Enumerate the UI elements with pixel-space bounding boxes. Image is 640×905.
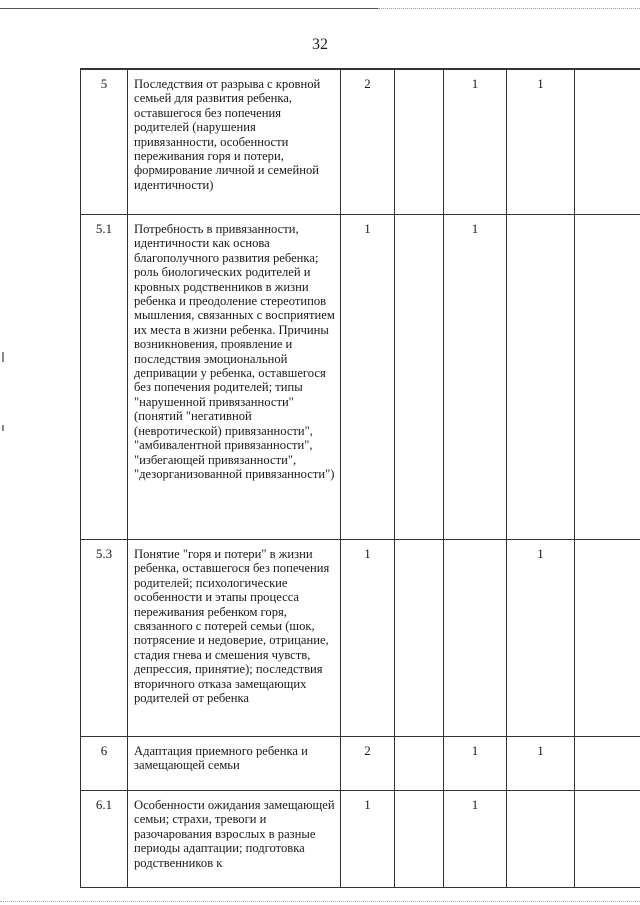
table-row	[81, 791, 640, 888]
row-number: 5.1	[81, 215, 128, 540]
hours-col-5	[575, 737, 640, 791]
topic-text: Особенности ожидания замещающей семьи; страхи, тревоги и разочарования взрослых в разные периоды адаптации; подготовка родственников к	[128, 791, 341, 888]
hours-col-4: 1	[507, 737, 575, 791]
hours-col-2	[395, 737, 444, 791]
row-number: 6	[81, 737, 128, 791]
row-number: 5.3	[81, 540, 128, 737]
table-row	[81, 737, 640, 791]
topic-text: Потребность в привязанности, идентичности как основа благополучного развития ребенка; роль биологических родителей и кровных родственников в жизни ребенка и преодоление стереотипов мышления, связанных с восприятием их места в жизни ребенка. Причины возникновения, проявление и последствия эмоциональной депривации у ребенка, оставшегося без попечения родителей; типы "нарушенной привязанности" (понятий "негативной (невротической) привязанности", "амбивалентной привязанности", "избегающей привязанности", "дезорганизованной привязанности")	[128, 215, 341, 540]
page-number: 32	[312, 36, 328, 53]
hours-col-5	[575, 791, 640, 888]
table-row	[81, 215, 640, 540]
hours-total: 1	[341, 540, 395, 737]
scan-bottom-edge-line	[0, 901, 640, 902]
hours-total: 1	[341, 215, 395, 540]
table-row	[81, 540, 640, 737]
topic-text: Последствия от разрыва с кровной семьей для развития ребенка, оставшегося без попечения родителей (нарушения привязанности, особенности переживания горя и потери, формирование личной и семейной идентичности)	[128, 69, 341, 215]
hours-col-5	[575, 540, 640, 737]
topic-text: Понятие "горя и потери" в жизни ребенка, оставшегося без попечения родителей; психологические особенности и этапы процесса переживания ребенком горя, связанного с потерей семьи (шок, потрясение и недоверие, отрицание, стадия гнева и смешения чувств, депрессия, принятие); последствия вторичного отказа замещающих родителей от ребенка	[128, 540, 341, 737]
hours-col-2	[395, 540, 444, 737]
hours-col-2	[395, 69, 444, 215]
row-number: 5	[81, 69, 128, 215]
table-row	[81, 69, 640, 215]
hours-col-3: 1	[444, 215, 507, 540]
hours-col-2	[395, 215, 444, 540]
hours-col-3: 1	[444, 69, 507, 215]
curriculum-table	[80, 68, 640, 888]
hours-col-3: 1	[444, 737, 507, 791]
hours-col-3	[444, 540, 507, 737]
scan-margin-mark	[2, 352, 4, 362]
hours-col-5	[575, 69, 640, 215]
hours-total: 2	[341, 69, 395, 215]
hours-total: 2	[341, 737, 395, 791]
scan-top-edge-dots	[378, 8, 640, 9]
hours-col-5	[575, 215, 640, 540]
hours-col-4: 1	[507, 540, 575, 737]
hours-total: 1	[341, 791, 395, 888]
hours-col-4	[507, 215, 575, 540]
row-number: 6.1	[81, 791, 128, 888]
hours-col-4	[507, 791, 575, 888]
hours-col-2	[395, 791, 444, 888]
scan-top-edge-line	[0, 8, 378, 9]
scan-margin-mark	[2, 425, 4, 431]
topic-text: Адаптация приемного ребенка и замещающей семьи	[128, 737, 341, 791]
hours-col-4: 1	[507, 69, 575, 215]
hours-col-3: 1	[444, 791, 507, 888]
